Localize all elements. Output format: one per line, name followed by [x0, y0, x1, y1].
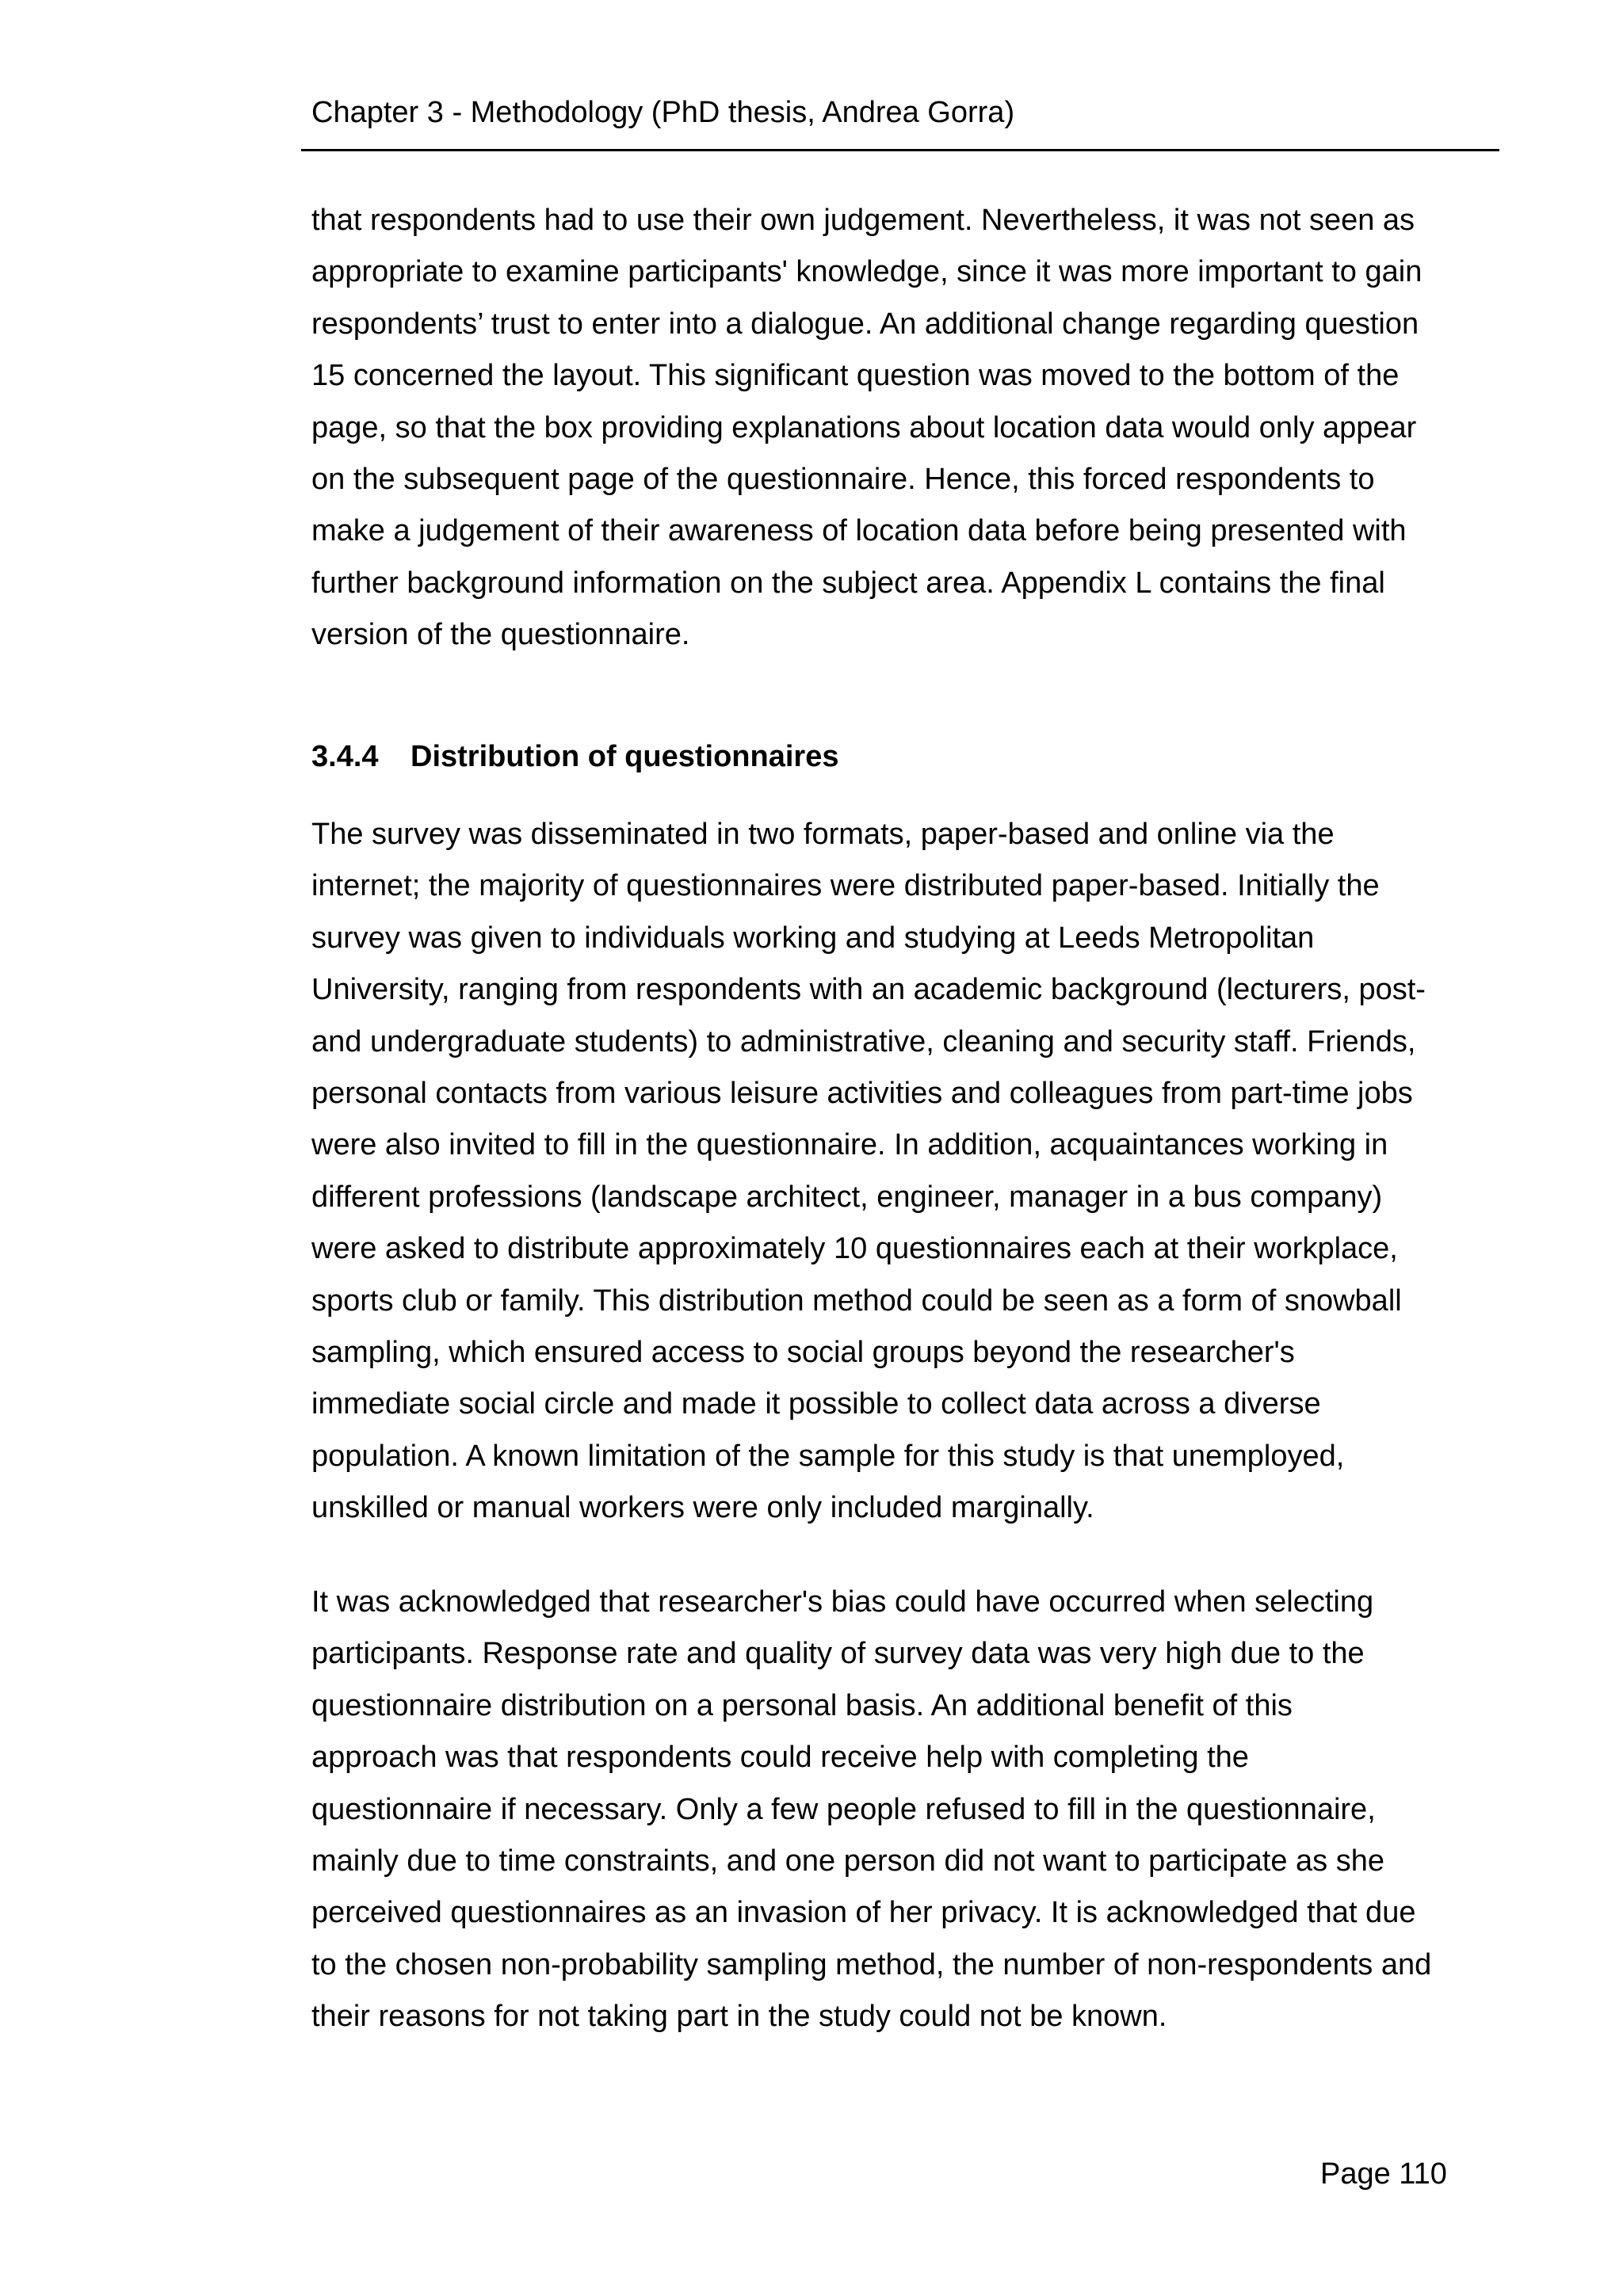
- text-line: on the subsequent page of the questionnaire. Hence, this forced respondents to: [311, 463, 1375, 497]
- text-line: The survey was disseminated in two formats, paper-based and online via the: [311, 818, 1335, 851]
- text-line: sports club or family. This distribution method could be seen as a form of snowball: [311, 1283, 1402, 1318]
- body-paragraph-2: [311, 809, 1453, 1535]
- text-line: were also invited to fill in the questionnaire. In addition, acquaintances working in: [311, 1128, 1388, 1162]
- text-line: perceived questionnaires as an invasion of her privacy. It is acknowledged that due: [311, 1896, 1416, 1930]
- header-rule: [301, 149, 1499, 151]
- text-line: personal contacts from various leisure activities and colleagues from part-time jobs: [311, 1077, 1413, 1111]
- text-line: appropriate to examine participants' knowledge, since it was more important to gain: [311, 255, 1423, 289]
- text-line: unskilled or manual workers were only included marginally.: [311, 1491, 1094, 1525]
- text-line: 15 concerned the layout. This significant question was moved to the bottom of the: [311, 359, 1400, 393]
- page-number: Page 110: [1320, 2157, 1447, 2191]
- text-line: population. A known limitation of the sample for this study is that unemployed,: [311, 1439, 1345, 1473]
- text-line: survey was given to individuals working and studying at Leeds Metropolitan: [311, 921, 1315, 955]
- text-line: different professions (landscape architect, engineer, manager in a bus company): [311, 1180, 1383, 1214]
- text-line: mainly due to time constraints, and one person did not want to participate as she: [311, 1844, 1385, 1878]
- text-line: University, ranging from respondents with an academic background (lecturers, post-: [311, 973, 1426, 1007]
- text-line: It was acknowledged that researcher's bias could have occurred when selecting: [311, 1585, 1374, 1619]
- body-paragraph-3: [311, 1577, 1453, 2043]
- body-paragraph-1: [311, 195, 1453, 662]
- text-line: questionnaire distribution on a personal basis. An additional benefit of this: [311, 1688, 1293, 1722]
- section-number: 3.4.4: [311, 740, 379, 773]
- text-line: page, so that the box providing explanations about location data would only appear: [311, 410, 1417, 444]
- text-line: sampling, which ensured access to social groups beyond the researcher's: [311, 1336, 1295, 1370]
- text-line: questionnaire if necessary. Only a few people refused to fill in the questionnaire,: [311, 1792, 1376, 1826]
- text-line: make a judgement of their awareness of location data before being presented with: [311, 514, 1407, 548]
- text-line: their reasons for not taking part in the study could not be known.: [311, 2000, 1167, 2034]
- text-line: that respondents had to use their own judgement. Nevertheless, it was not seen as: [311, 204, 1415, 237]
- running-header: Chapter 3 - Methodology (PhD thesis, Andrea Gorra): [311, 96, 1015, 129]
- text-line: participants. Response rate and quality of survey data was very high due to the: [311, 1637, 1365, 1671]
- section-title: Distribution of questionnaires: [411, 740, 839, 773]
- text-line: respondents’ trust to enter into a dialogue. An additional change regarding question: [311, 307, 1419, 341]
- text-line: were asked to distribute approximately 10 questionnaires each at their workplace,: [311, 1232, 1398, 1266]
- section-heading: [311, 734, 838, 779]
- text-line: and undergraduate students) to administrative, cleaning and security staff. Friends,: [311, 1024, 1416, 1058]
- text-line: to the chosen non-probability sampling method, the number of non-respondents and: [311, 1947, 1432, 1981]
- text-line: further background information on the subject area. Appendix L contains the final: [311, 566, 1385, 600]
- text-line: version of the questionnaire.: [311, 618, 690, 652]
- text-line: approach was that respondents could receive help with completing the: [311, 1741, 1249, 1775]
- text-line: immediate social circle and made it possible to collect data across a diverse: [311, 1387, 1321, 1421]
- text-line: internet; the majority of questionnaires were distributed paper-based. Initially the: [311, 869, 1380, 903]
